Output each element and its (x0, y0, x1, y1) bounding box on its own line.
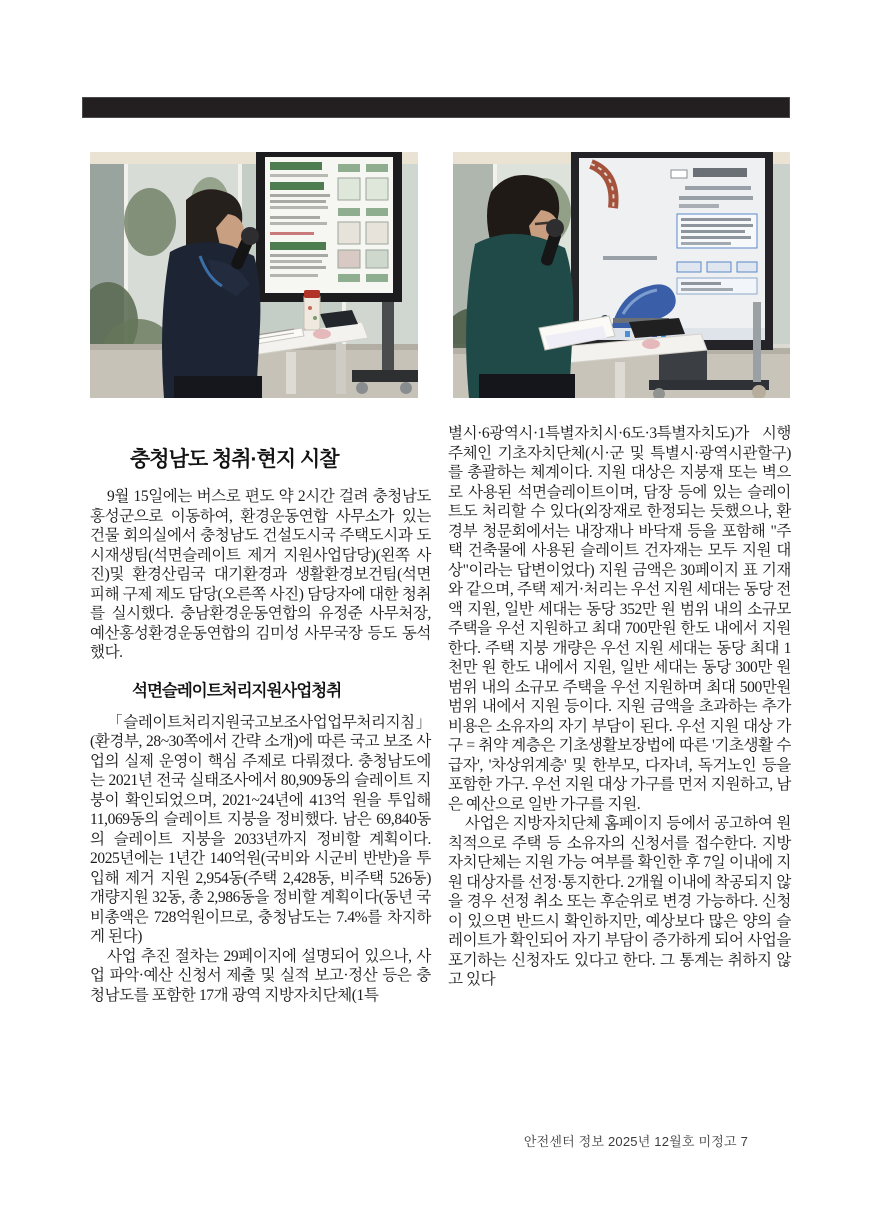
tree-foliage (124, 188, 176, 256)
article-title: 충청남도 청취·현지 시찰 (130, 448, 339, 471)
masthead-bar (82, 97, 790, 118)
paragraph-3: 사업 추진 절차는 29페이지에 설명되어 있으나, 사업 파악·예산 신청서 제출 및 실적 보고·정산 등은 충청남도를 포함한 17개 광역 지방자치단체(1특 (90, 947, 431, 1004)
photo-right-illustration (453, 152, 790, 398)
right-column (448, 424, 791, 990)
paragraph-2: 「슬레이트처리지원국고보조사업업무처리지침」(환경부, 28~30쪽에서 간략 소개)에 따른 국고 보조 사업의 실제 운영이 핵심 주제로 다뤄졌다. 충청남도에는 2021년 전국 실태조사에서 80,909동의 슬레이트 지붕이 확인되었으며, 2021~24년에 413억 원을 투입해 11,069동의 슬레이트 지붕을 정비했다. 남은 69,840동의 슬레이트 지붕을 2033년까지 정비할 계획이다. 2025년에는 1년간 140억원(국비와 시군비 반반)을 투입해 제거 지원 2,954동(주택 2,428동, 비주택 526동) 개량지원 32동, 총 2,986동을 정비할 계획이다(동년 국비총액은 728억원이므로, 충청남도는 7.4%를 차지하게 된다) (90, 713, 431, 945)
teal-shirt (466, 234, 573, 398)
left-column (90, 443, 431, 1005)
section-heading-asbestos-slate: 석면슬레이트처리지원사업청취 (132, 681, 342, 700)
screen-stand (382, 302, 394, 372)
photo-left-illustration (90, 152, 418, 398)
paragraph-4: 별시·6광역시·1특별자치시·6도·3특별자치도)가 시행 주체인 기초자치단체(시·군 및 특별시·광역시관할구)를 총괄하는 체계이다. 지원 대상은 지붕재 또는 벽으로 사용된 석면슬레이트이며, 담장 등에 있는 슬레이트도 처리할 수 있다(외장재로 한정되는 듯했으나, 환경부 청문회에서는 내장재나 바닥재 등을 포함해 "주택 건축물에 사용된 슬레이트 건자재는 모두 지원 대상"이라는 답변이었다) 지원 금액은 30페이지 표 기재와 같으며, 주택 제거·처리는 우선 지원 세대는 동당 전액 지원, 일반 세대는 동당 352만 원 범위 내의 소규모 주택을 우선 지원하고 최대 700만원 한도 내에서 지원한다. 주택 지붕 개량은 우선 지원 세대는 동당 최대 1천만 원 한도 내에서 지원, 일반 세대는 동당 300만 원 범위 내의 소규모 주택을 우선 지원하며 최대 500만원 범위 내에서 지원 등이다. 지원 금액을 초과하는 추가 비용은 소유자의 자기 부담이 된다. 우선 지원 대상 가구 = 취약 계층은 기초생활보장법에 따른 '기초생활 수급자', '차상위계층' 및 한부모, 다자녀, 독거노인 등을 포함한 가구. 우선 지원 대상 가구를 먼저 지원하고, 남은 예산으로 일반 가구를 지원. (448, 425, 791, 813)
trousers (174, 376, 262, 398)
photo-left-briefing (90, 152, 418, 398)
photo-right-briefing (453, 152, 790, 398)
paragraph-5: 사업은 지방자치단체 홈페이지 등에서 공고하여 원칙적으로 주택 등 소유자의 신청서를 접수한다. 지방자치단체는 지원 가능 여부를 확인한 후 7일 이내에 지원 대상자를 선정·통지한다. 2개월 이내에 착공되지 않을 경우 선정 취소 또는 후순위로 변경 가능하다. 신청이 있으면 반드시 확인하지만, 예상보다 많은 양의 슬레이트가 확인되어 자기 부담이 증가하게 되어 사업을 포기하는 신청자도 있다고 한다. 그 통계는 취하지 않고 있다 (448, 815, 791, 988)
mouse (642, 339, 660, 349)
trousers (479, 374, 575, 398)
paragraph-1: 9월 15일에는 버스로 편도 약 2시간 걸려 충청남도 홍성군으로 이동하여, 환경운동연합 사무소가 있는 건물 회의실에서 충청남도 건설도시국 주택도시과 도시재생팀(석면슬레이트 제거 지원사업담당)(왼쪽 사진)및 환경산림국 대기환경과 생활환경보건팀(석면 피해 구제 제도 담당(오른쪽 사진) 담당자에 대한 청취를 실시했다. 충남환경운동연합의 유정준 사무처장, 예산홍성환경운동연합의 김미성 사무국장 등도 동석했다. (90, 488, 431, 661)
display-screen (256, 152, 402, 302)
page-footer: 안전센터 정보 2025년 12월호 미정고 7 (523, 1134, 748, 1149)
tumbler (304, 290, 320, 330)
